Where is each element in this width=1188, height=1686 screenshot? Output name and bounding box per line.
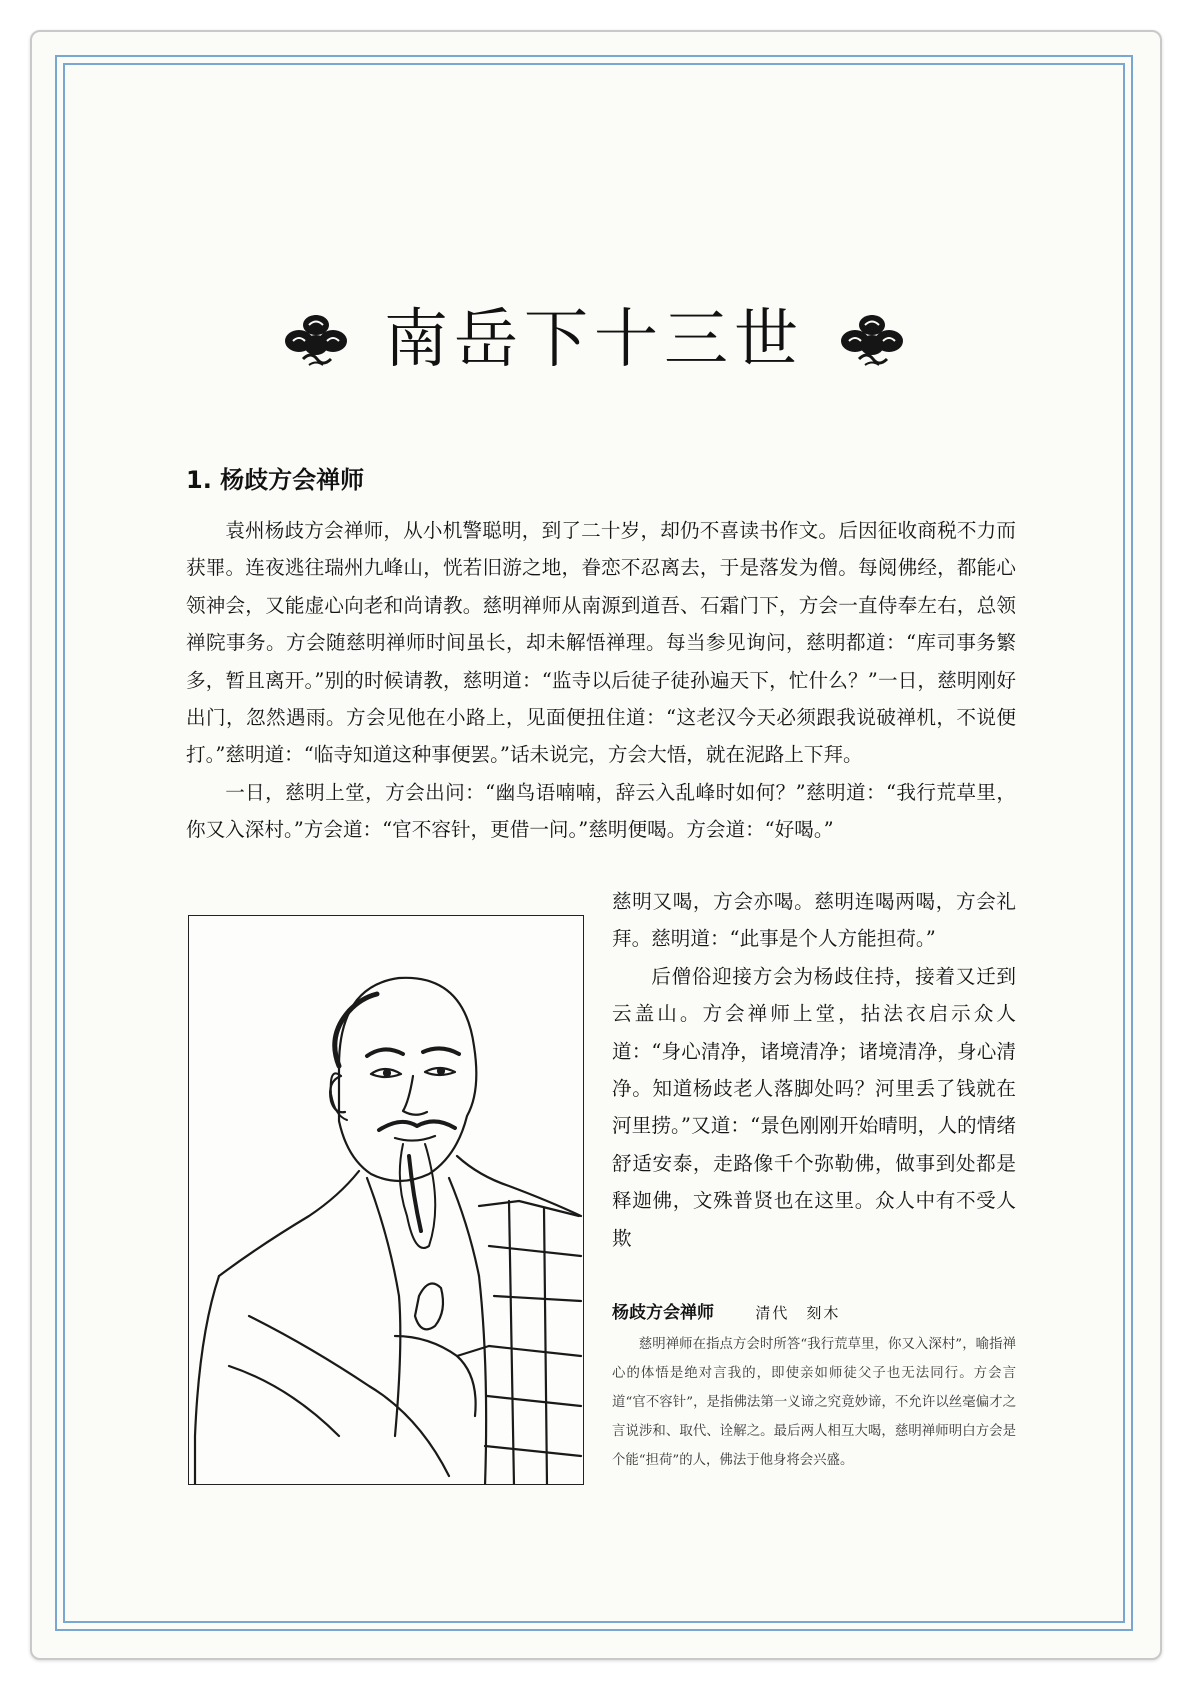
title-row: [0, 300, 1188, 380]
monk-portrait-illustration: [188, 915, 584, 1485]
caption-text: 慈明禅师在指点方会时所答“我行荒草里，你又入深村”，喻指禅心的体悟是绝对言我的，即使亲如师徒父子也无法同行。方会言道“官不容针”，是指佛法第一义谛之究竟妙谛，不允许以丝毫偏才之言说涉和、取代、诠解之。最后两人相互大喝，慈明禅师明白方会是个能“担荷”的人，佛法于他身将会兴盛。: [612, 1337, 1016, 1468]
paragraph: 后僧俗迎接方会为杨歧住持，接着又迁到云盖山。方会禅师上堂，拈法衣启示众人道：“身心清净，诸境清净；诸境清净，身心清净。知道杨歧老人落脚处吗？河里丢了钱就在河里捞。”又道：“景色刚刚开始晴明，人的情绪舒适安泰，走路像千个弥勒佛，做事到处都是释迦佛，文殊普贤也在这里。众人中有不受人欺: [612, 964, 1016, 1250]
monk-portrait-icon: [189, 916, 584, 1485]
paragraph: 慈明又喝，方会亦喝。慈明连喝两喝，方会礼拜。慈明道：“此事是个人方能担荷。”: [612, 890, 1016, 951]
cloud-ornament-left-icon: [283, 311, 349, 369]
page-title: 南岳下十三世: [384, 303, 804, 377]
paragraph: 袁州杨歧方会禅师，从小机警聪明，到了二十岁，却仍不喜读书作文。后因征收商税不力而获罪。连夜逃往瑞州九峰山，恍若旧游之地，眷恋不忍离去，于是落发为僧。每阅佛经，都能心领神会，又能虚心向老和尚请教。慈明禅师从南源到道吾、石霜门下，方会一直侍奉左右，总领禅院事务。方会随慈明禅师时间虽长，却未解悟禅理。每当参见询问，慈明都道：“库司事务繁多，暂且离开。”别的时候请教，慈明道：“监寺以后徒子徒孙遍天下，忙什么？”一日，慈明刚好出门，忽然遇雨。方会见他在小路上，见面便扭住道：“这老汉今天必须跟我说破禅机，不说便打。”慈明道：“临寺知道这种事便罢。”话未说完，方会大悟，就在泥路上下拜。: [186, 519, 1016, 767]
figure-caption-title: [612, 1298, 1016, 1323]
side-text-block: [612, 883, 1016, 1257]
paragraph: 一日，慈明上堂，方会出问：“幽鸟语喃喃，辞云入乱峰时如何？”慈明道：“我行荒草里，你又入深村。”方会道：“官不容针，更借一问。”慈明便喝。方会道：“好喝。”: [186, 780, 1016, 842]
cloud-ornament-right-icon: [839, 311, 905, 369]
caption-title: 杨歧方会禅师: [612, 1303, 714, 1323]
figure-caption-body: [612, 1330, 1016, 1475]
main-text-block: [186, 512, 1016, 849]
caption-meta: 清代 刻木: [755, 1304, 841, 1322]
section-heading: 1. 杨歧方会禅师: [186, 466, 365, 494]
